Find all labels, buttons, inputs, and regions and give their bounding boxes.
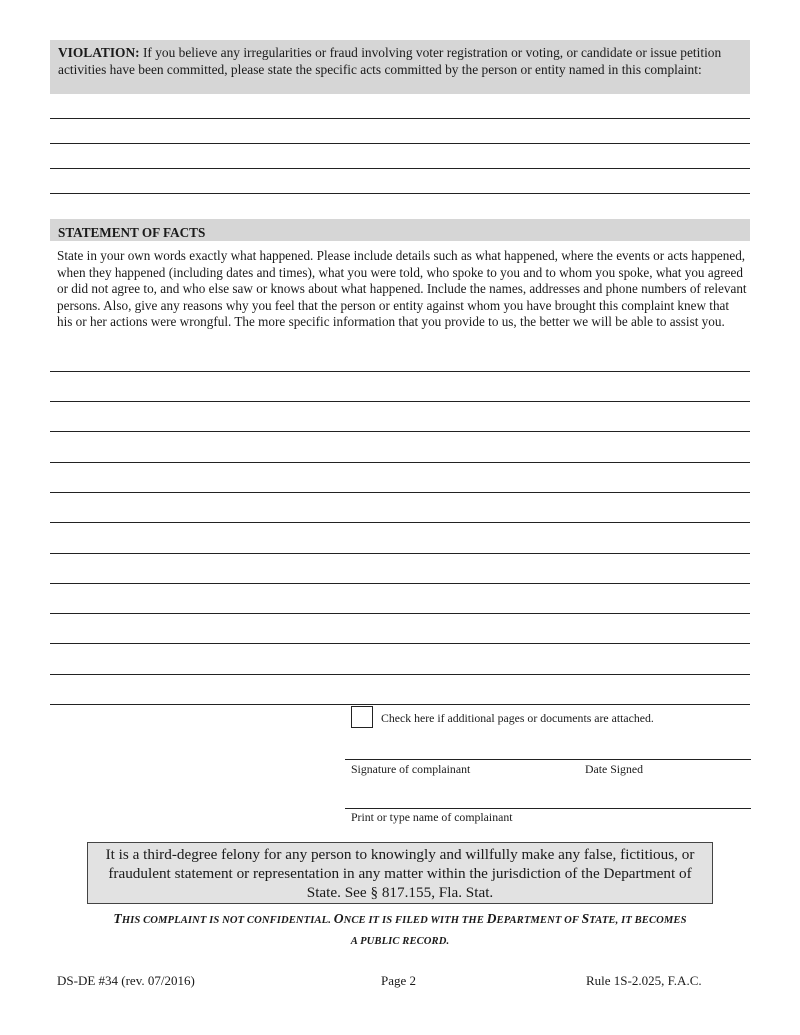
facts-answer-line-3[interactable] bbox=[50, 431, 750, 432]
footer-rule: Rule 1S-2.025, F.A.C. bbox=[586, 973, 702, 988]
statement-of-facts-header: STATEMENT OF FACTS bbox=[50, 219, 750, 241]
facts-answer-line-10[interactable] bbox=[50, 643, 750, 644]
public-record-notice bbox=[50, 909, 750, 951]
print-name-label: Print or type name of complainant bbox=[351, 810, 513, 824]
violation-answer-line-2[interactable] bbox=[50, 143, 750, 144]
additional-pages-label: Check here if additional pages or documents are attached. bbox=[381, 711, 654, 725]
facts-answer-line-5[interactable] bbox=[50, 492, 750, 493]
violation-label: VIOLATION: bbox=[58, 45, 140, 60]
facts-answer-line-6[interactable] bbox=[50, 522, 750, 523]
facts-answer-line-2[interactable] bbox=[50, 401, 750, 402]
date-signed-label: Date Signed bbox=[585, 762, 643, 776]
facts-answer-line-9[interactable] bbox=[50, 613, 750, 614]
statement-of-facts-instructions: State in your own words exactly what happened. Please include details such as what happened, where the events or acts happened, when they happened (including dates and times), what you were told, who spoke to you and to whom you spoke, what you agreed or did not agree to, and who else saw or knows about what happened. Include the names, addresses and phone numbers of relevant persons. Also, give any reasons why you feel that the person or entity against whom you have brought this complaint knew that his or her actions were wrongful. The more specific information that you provide to us, the better we will be able to assist you. bbox=[57, 248, 747, 329]
signature-line[interactable] bbox=[345, 759, 751, 760]
felony-warning-box bbox=[87, 842, 713, 904]
signature-label: Signature of complainant bbox=[351, 762, 471, 776]
violation-section bbox=[50, 40, 750, 94]
print-name-line[interactable] bbox=[345, 808, 751, 809]
facts-answer-line-7[interactable] bbox=[50, 553, 750, 554]
violation-answer-line-4[interactable] bbox=[50, 193, 750, 194]
felony-warning-text: It is a third-degree felony for any person to knowingly and willfully make any false, fictitious, or fraudulent statement or representation in any matter within the jurisdiction of the Department of State. See § 817.155, Fla. Stat. bbox=[105, 846, 695, 901]
facts-answer-line-1[interactable] bbox=[50, 371, 750, 372]
notice-line-2: A PUBLIC RECORD. bbox=[350, 936, 450, 947]
violation-answer-line-1[interactable] bbox=[50, 118, 750, 119]
violation-answer-line-3[interactable] bbox=[50, 168, 750, 169]
footer-page-number: Page 2 bbox=[381, 973, 417, 988]
facts-answer-line-8[interactable] bbox=[50, 583, 750, 584]
facts-answer-line-12[interactable] bbox=[50, 704, 750, 705]
notice-line-1: THIS COMPLAINT IS NOT CONFIDENTIAL. ONCE IT IS FILED WITH THE DEPARTMENT OF STATE, IT BECOMES bbox=[113, 911, 687, 926]
additional-pages-checkbox[interactable] bbox=[351, 706, 373, 728]
violation-text: If you believe any irregularities or fraud involving voter registration or voting, or candidate or issue petition activities have been committed, please state the specific acts committed by the person or entity named in this complaint: bbox=[58, 45, 722, 77]
facts-answer-line-11[interactable] bbox=[50, 674, 750, 675]
facts-answer-line-4[interactable] bbox=[50, 462, 750, 463]
footer-form-id: DS-DE #34 (rev. 07/2016) bbox=[57, 973, 195, 988]
